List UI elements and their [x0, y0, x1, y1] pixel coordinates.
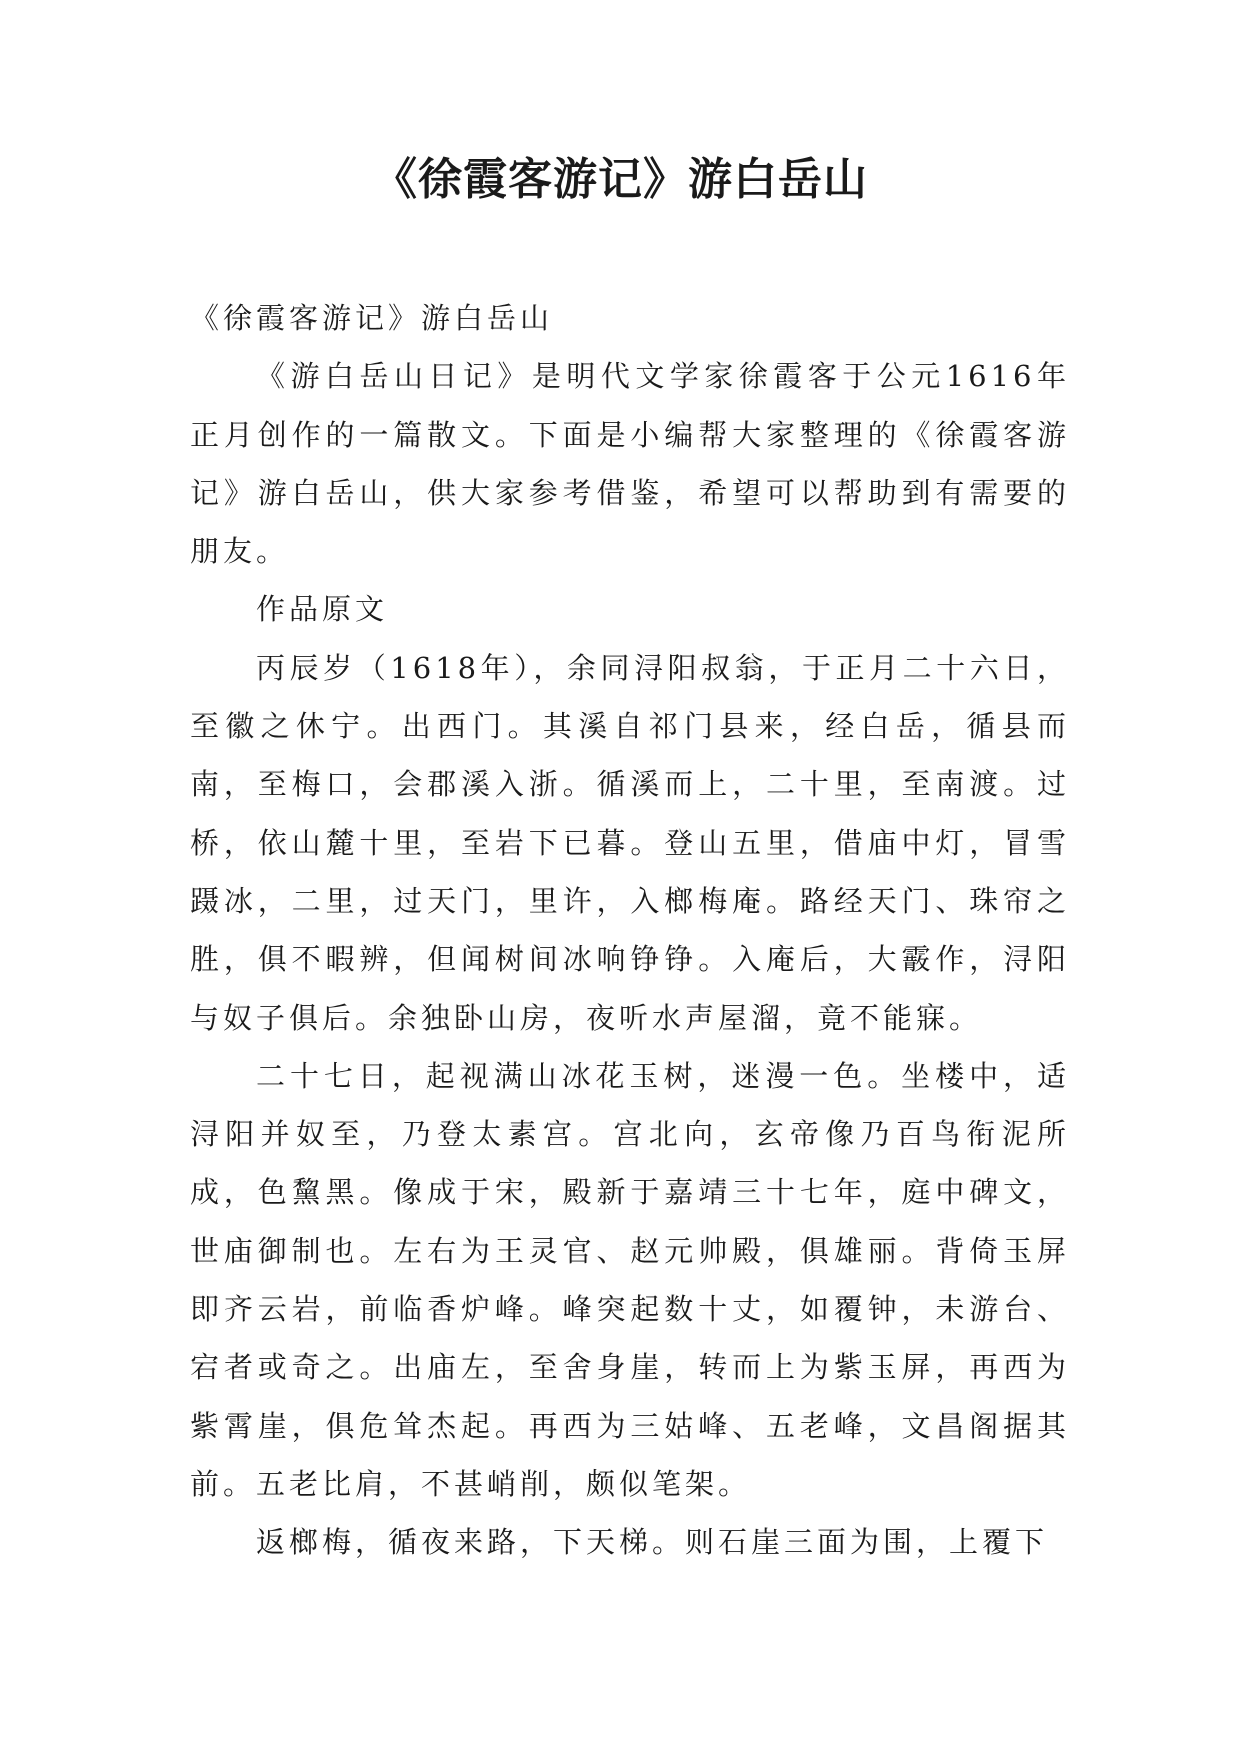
- document-body: [190, 289, 1070, 1572]
- paragraph-day-27: 二十七日，起视满山冰花玉树，迷漫一色。坐楼中，适浔阳并奴至，乃登太素宫。宫北向，玄帝像乃百鸟衔泥所成，色黧黑。像成于宋，殿新于嘉靖三十七年，庭中碑文，世庙御制也。左右为王灵官、赵元帅殿，俱雄丽。背倚玉屏即齐云岩，前临香炉峰。峰突起数十丈，如覆钟，未游台、宕者或奇之。出庙左，至舍身崖，转而上为紫玉屏，再西为紫霄崖，俱危耸杰起。再西为三姑峰、五老峰，文昌阁据其前。五老比肩，不甚峭削，颇似笔架。: [190, 1058, 1070, 1501]
- paragraph-return: 返榔梅，循夜来路，下天梯。则石崖三面为围，上覆下: [256, 1525, 1049, 1560]
- paragraph-heading: 《徐霞客游记》游白岳山: [190, 301, 554, 335]
- paragraph-intro: 《游白岳山日记》是明代文学家徐霞客于公元1616年正月创作的一篇散文。下面是小编帮大家整理的《徐霞客游记》游白岳山，供大家参考借鉴，希望可以帮助到有需要的朋友。: [190, 359, 1070, 569]
- section-label-original-text: 作品原文: [256, 592, 389, 627]
- document-title: 《徐霞客游记》游白岳山: [373, 154, 868, 205]
- paragraph-day-26: 丙辰岁（1618年），余同浔阳叔翁，于正月二十六日，至徽之休宁。出西门。其溪自祁门县来，经白岳，循县而南，至梅口，会郡溪入浙。循溪而上，二十里，至南渡。过桥，依山麓十里，至岩下已暮。登山五里，借庙中灯，冒雪蹑冰，二里，过天门，里许，入榔梅庵。路经天门、珠帘之胜，俱不暇辨，但闻树间冰响铮铮。入庵后，大霰作，浔阳与奴子俱后。余独卧山房，夜听水声屋溜，竟不能寐。: [190, 650, 1070, 1035]
